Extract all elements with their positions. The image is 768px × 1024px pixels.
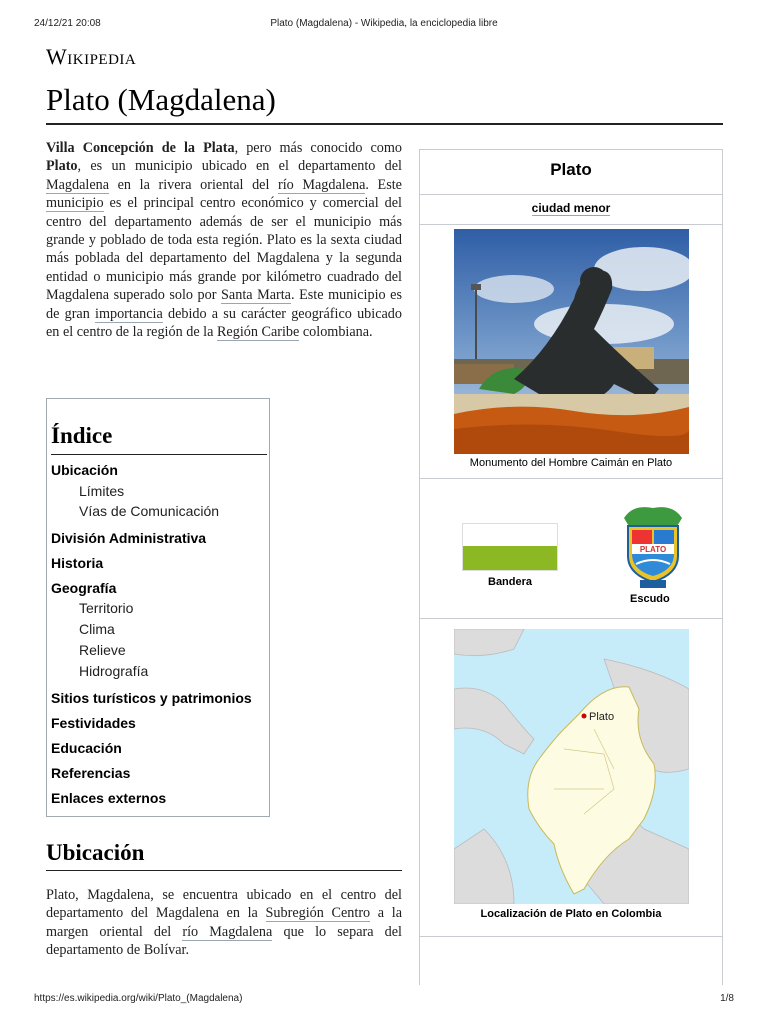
toc-subitem-relieve[interactable]: Relieve (79, 642, 126, 658)
infobox-divider (420, 224, 722, 225)
wikipedia-logo[interactable]: Wikipedia (46, 44, 137, 69)
intro-bold-plato: Plato (46, 158, 78, 175)
toc-divider (51, 454, 267, 455)
infobox-divider (420, 618, 722, 619)
section-text: Plato, Magdalena, se encuentra ubicado en el centro del departamento del Magdalena en la (46, 887, 402, 922)
toc-item-referencias[interactable]: Referencias (51, 765, 131, 781)
shield-label: Escudo (630, 593, 670, 605)
flag-green-stripe (463, 546, 557, 570)
toc-item-historia[interactable]: Historia (51, 555, 104, 571)
intro-bold-name: Villa Concepción de la Plata (46, 140, 235, 156)
location-map[interactable] (454, 629, 689, 904)
flag-image[interactable] (462, 523, 558, 571)
link-rio-magdalena[interactable]: río Magdalena (278, 176, 366, 193)
infobox-type-link[interactable]: ciudad menor (531, 201, 611, 215)
intro-text: es el principal centro económico y comercial del centro del departamento además de ser el municipio más grande y poblado de toda esta región. Plato es la sexta ciudad más poblada del departamento del Magdalena y la segunda entidad o municipio más grande por kilómetro cuadrado del Magdalena superado solo por (46, 195, 402, 304)
print-url: https://es.wikipedia.org/wiki/Plato_(Magdalena) (34, 993, 243, 1004)
toc-title: Índice (51, 423, 113, 448)
toc-item-ubicacion[interactable]: Ubicación (51, 462, 118, 478)
intro-text: . Este municipio es de gran (46, 287, 402, 322)
infobox (419, 149, 723, 985)
title-divider (46, 123, 723, 125)
print-datetime: 24/12/21 20:08 (34, 18, 101, 29)
toc-subitem-hidrografia[interactable]: Hidrografía (79, 663, 149, 679)
flag-label: Bandera (488, 576, 533, 588)
print-page-title: Plato (Magdalena) - Wikipedia, la enciclopedia libre (270, 18, 498, 29)
toc-item-educacion[interactable]: Educación (51, 740, 122, 756)
link-magdalena[interactable]: Magdalena (46, 176, 110, 193)
infobox-divider (420, 194, 722, 195)
infobox-divider (420, 936, 722, 937)
monument-photo[interactable] (454, 229, 689, 454)
print-page-number: 1/8 (720, 993, 734, 1004)
link-rio-magdalena[interactable]: río Magdalena (182, 923, 273, 940)
intro-text: . Este (365, 176, 402, 193)
toc-subitem-territorio[interactable]: Territorio (79, 600, 134, 616)
toc-item-festividades[interactable]: Festividades (51, 715, 136, 731)
link-region-caribe[interactable]: Región Caribe (216, 324, 300, 341)
infobox-type[interactable] (420, 201, 722, 215)
map-caption: Localización de Plato en Colombia (480, 908, 662, 920)
toc-subitem-vias[interactable]: Vías de Comunicación (79, 503, 220, 519)
link-subregion-centro[interactable]: Subregión Centro (265, 905, 371, 922)
table-of-contents (46, 398, 270, 817)
link-santa-marta[interactable]: Santa Marta (221, 287, 291, 304)
link-importancia[interactable]: importancia (95, 305, 163, 322)
intro-text: , es un municipio ubicado en el departamento del (77, 158, 402, 175)
intro-text: colombiana. (299, 324, 373, 341)
article-title: Plato (Magdalena) (46, 82, 276, 117)
intro-paragraph (46, 139, 402, 341)
toc-item-geografia[interactable]: Geografía (51, 580, 117, 596)
plato-marker (582, 714, 587, 719)
intro-text: en la rivera oriental del (109, 176, 279, 193)
section-heading: Ubicación (46, 840, 145, 865)
intro-text: debido a su carácter geográfico ubicado en el centro de la región de la (46, 305, 402, 341)
coat-of-arms-image[interactable] (618, 504, 688, 590)
infobox-title: Plato (550, 160, 592, 179)
intro-text: , pero más conocido como (234, 140, 402, 156)
section-paragraph (46, 886, 402, 960)
link-municipio[interactable]: municipio (46, 195, 104, 212)
toc-item-division[interactable]: División Administrativa (51, 530, 207, 546)
map-marker-label: Plato (589, 711, 615, 723)
coat-of-arms-text: PLATO (639, 545, 667, 554)
photo-caption: Monumento del Hombre Caimán en Plato (469, 457, 673, 469)
section-text: a la margen oriental del (46, 905, 403, 940)
toc-subitem-clima[interactable]: Clima (79, 621, 115, 637)
toc-item-sitios[interactable]: Sitios turísticos y patrimonios (51, 690, 252, 706)
section-divider (46, 870, 402, 871)
toc-subitem-limites[interactable]: Límites (79, 483, 125, 499)
infobox-divider (420, 478, 722, 479)
toc-item-enlaces[interactable]: Enlaces externos (51, 790, 167, 806)
section-text: que lo separa del departamento de Bolívar. (46, 923, 402, 959)
